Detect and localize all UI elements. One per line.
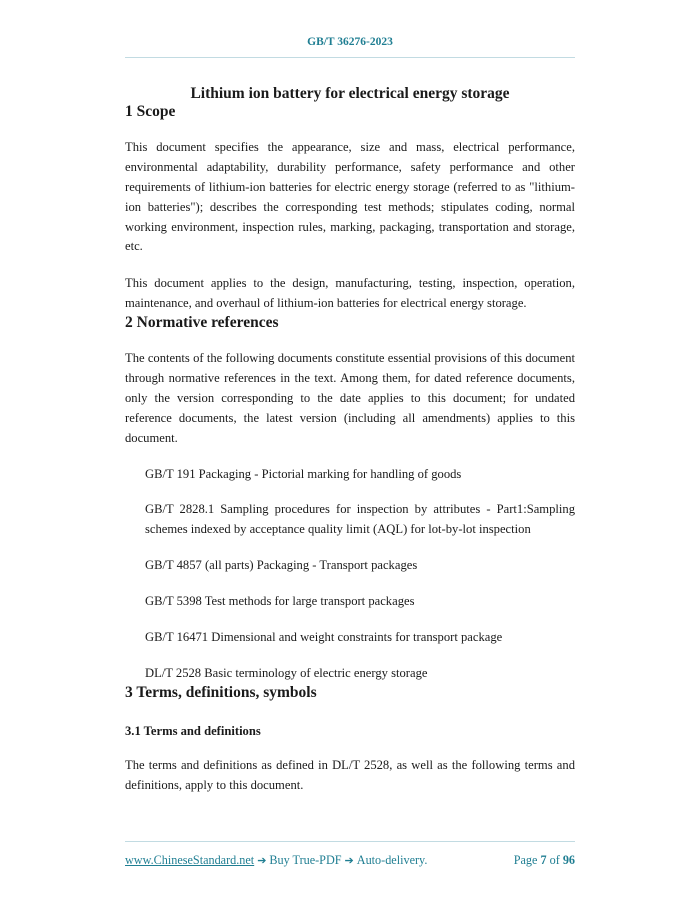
normative-paragraph-1: The contents of the following documents constitute essential provisions of this document through normative references in the text. Among them, for dated reference documents, only the version corresponding to the date applies to this document; for undated reference documents, the latest version (including all amendments) applies to this document. — [125, 351, 575, 445]
document-number-header: GB/T 36276-2023 — [125, 36, 575, 58]
section-heading-normative-references: 2 Normative references — [125, 314, 279, 332]
footer-delivery-label: Auto-delivery. — [356, 853, 428, 867]
reference-item: GB/T 2828.1 Sampling procedures for inspection by attributes - Part1:Sampling schemes indexed by acceptance quality limit (AQL) for lot-by-lot inspection — [145, 502, 575, 537]
terms-paragraph-1: The terms and definitions as defined in DL/T 2528, as well as the following terms and definitions, apply to this document. — [125, 757, 575, 792]
reference-item: GB/T 191 Packaging - Pictorial marking for handling of goods — [145, 466, 462, 481]
reference-item: GB/T 16471 Dimensional and weight constraints for transport package — [145, 630, 503, 645]
total-page-number: 96 — [562, 853, 575, 867]
page-indicator — [514, 853, 575, 868]
page-footer — [125, 841, 575, 868]
footer-left — [125, 853, 427, 868]
section-heading-terms: 3 Terms, definitions, symbols — [125, 683, 317, 701]
section-heading-scope: 1 Scope — [125, 103, 176, 120]
arrow-right-icon: ➔ — [344, 855, 354, 867]
current-page-number: 7 — [540, 853, 547, 867]
document-title: Lithium ion battery for electrical energy storage — [190, 85, 510, 102]
scope-paragraph-2: This document applies to the design, manufacturing, testing, inspection, operation, maintenance, and overhaul of lithium-ion batteries for electrical energy storage. — [125, 276, 575, 311]
scope-paragraph-1: This document specifies the appearance, size and mass, electrical performance, environmental adaptability, durability performance, safety performance and other requirements of lithium-ion batteries for electric energy storage (referred to as "lithium-ion batteries"); describes the corresponding test methods; stipulates coding, normal working environment, inspection rules, marking, packaging, transportation and storage, etc. — [125, 140, 575, 254]
reference-item: GB/T 5398 Test methods for large transport packages — [145, 594, 415, 609]
website-link[interactable]: www.ChineseStandard.net — [125, 853, 255, 867]
subsection-heading-terms-definitions: 3.1 Terms and definitions — [125, 723, 261, 738]
of-label: of — [549, 853, 560, 867]
arrow-right-icon: ➔ — [257, 855, 267, 867]
page-label: Page — [513, 853, 538, 867]
reference-item: DL/T 2528 Basic terminology of electric energy storage — [145, 665, 428, 680]
footer-buy-label: Buy True-PDF — [269, 853, 342, 867]
reference-item: GB/T 4857 (all parts) Packaging - Transport packages — [145, 558, 418, 573]
